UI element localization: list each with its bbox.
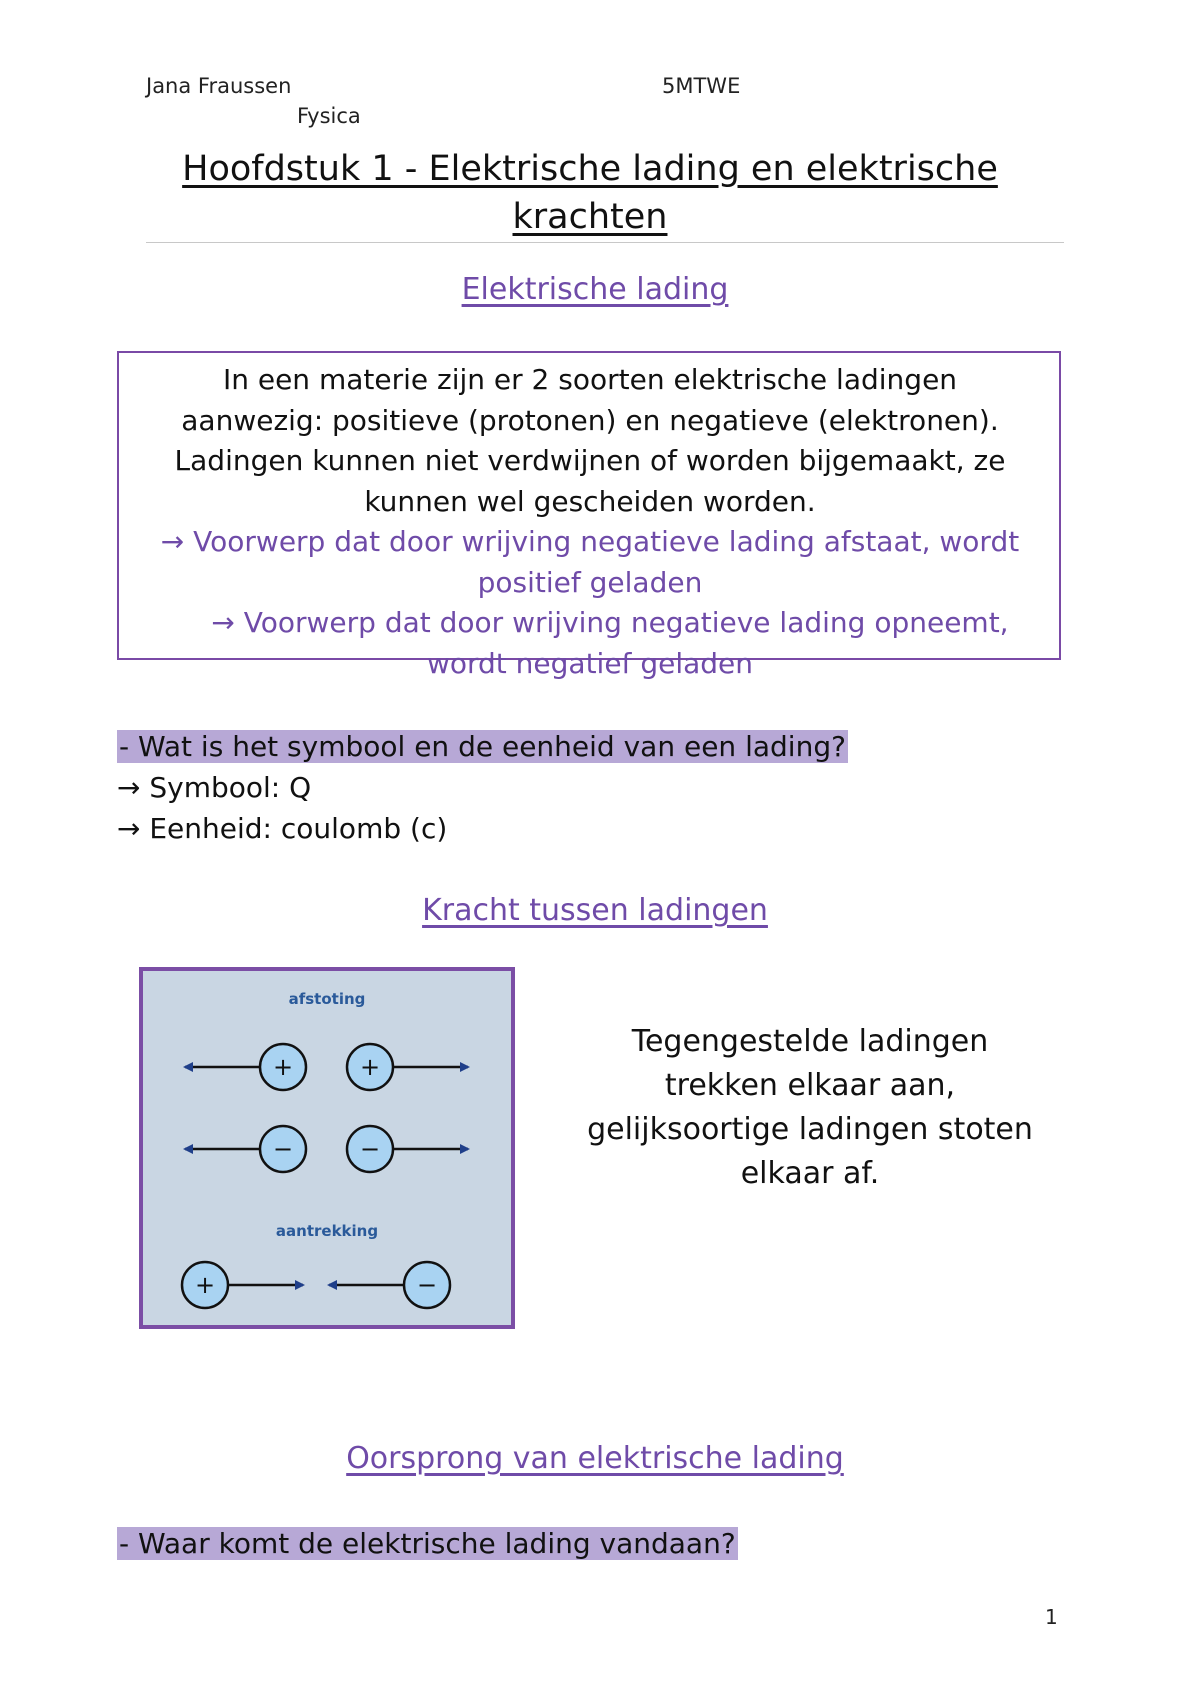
minus-sign: − [416,1271,438,1299]
side-line: elkaar af. [740,1156,880,1191]
title-line-1: Hoofdstuk 1 - Elektrische lading en elektrische [182,149,998,189]
box-line: Ladingen kunnen niet verdwijnen of worden bijgemaakt, ze [174,444,1006,477]
answer-unit: → Eenheid: coulomb (c) [117,812,448,845]
title-line-2: krachten [512,197,668,237]
minus-sign: − [272,1135,294,1163]
section-heading-text: Oorsprong van elektrische lading [346,1441,844,1476]
box-arrow-line: positief geladen [477,565,703,599]
page-title [140,145,1040,241]
title-divider [146,242,1064,243]
side-line: gelijksoortige ladingen stoten [587,1112,1033,1147]
side-line: trekken elkaar aan, [664,1068,956,1103]
box-line: aanwezig: positieve (protonen) en negatieve (elektronen). [181,403,999,437]
page-number: 1 [1045,1605,1058,1629]
plus-sign: + [272,1053,294,1081]
box-line: In een materie zijn er 2 soorten elektrische ladingen [222,363,958,396]
side-line: Tegengestelde ladingen [631,1024,989,1059]
question-symbol-unit [117,727,848,767]
label-aantrekking: aantrekking [275,1222,379,1240]
box-arrow-line: wordt negatief geladen [426,646,754,680]
definition-box-text [110,360,1070,684]
answer-symbol: → Symbool: Q [117,771,312,804]
question-highlight: - Waar komt de elektrische lading vandaan? [119,1527,736,1560]
label-afstoting: afstoting [288,990,366,1008]
box-arrow-line: → Voorwerp dat door wrijving negatieve lading afstaat, wordt [160,525,1020,558]
box-line: kunnen wel gescheiden worden. [364,484,816,518]
plus-sign: + [359,1053,381,1081]
minus-sign: − [359,1135,381,1163]
charge-forces-svg [143,971,511,1325]
section-heading-oorsprong [0,1441,1190,1476]
question-highlight: - Wat is het symbool en de eenheid van een lading? [119,730,846,763]
subject-name: Fysica [297,104,361,128]
charge-rule-text [555,1020,1065,1196]
section-heading-elektrische-lading [0,272,1190,307]
section-heading-kracht [0,893,1190,928]
class-code: 5MTWE [662,74,741,98]
charge-forces-figure [139,967,515,1329]
author-name: Jana Fraussen [146,74,292,98]
plus-sign: + [194,1271,216,1299]
box-arrow-line: → Voorwerp dat door wrijving negatieve lading opneemt, [211,606,1009,639]
section-heading-text: Elektrische lading [461,272,729,307]
section-heading-text: Kracht tussen ladingen [422,893,768,928]
question-origin [117,1524,738,1564]
